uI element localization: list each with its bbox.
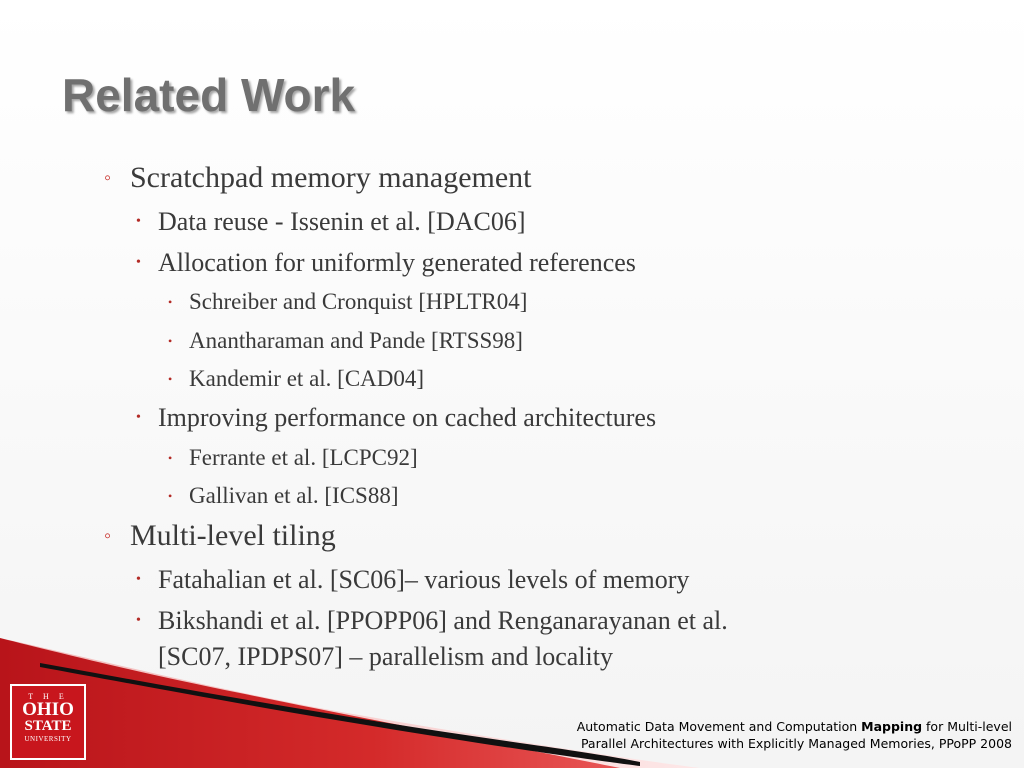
dot-bullet-icon: • xyxy=(168,451,173,465)
footer-text: Automatic Data Movement and Computation xyxy=(576,719,862,734)
bullet-level3 xyxy=(168,445,418,471)
ring-bullet-icon: ◦ xyxy=(104,525,112,547)
logo-text: STATE xyxy=(24,718,72,734)
bullet-text: Fatahalian et al. [SC06]– various levels of memory xyxy=(158,565,690,594)
slide-title: Related Work xyxy=(62,69,356,121)
bullet-text: Gallivan et al. [ICS88] xyxy=(189,483,399,508)
dot-bullet-icon: • xyxy=(136,613,141,628)
footer-citation xyxy=(577,718,1012,752)
footer-line: Parallel Architectures with Explicitly Managed Memories, PPoPP 2008 xyxy=(580,736,1012,751)
university-logo xyxy=(10,684,86,760)
dot-bullet-icon: • xyxy=(136,410,141,425)
bullet-text: Schreiber and Cronquist [HPLTR04] xyxy=(189,289,528,314)
footer-line xyxy=(577,718,1012,735)
logo-text: OHIO xyxy=(22,699,74,720)
bullet-level3 xyxy=(168,483,399,509)
dot-bullet-icon: • xyxy=(136,255,141,270)
bullet-level3 xyxy=(168,328,523,354)
bullet-text: Kandemir et al. [CAD04] xyxy=(189,366,425,391)
bullet-text: Bikshandi et al. [PPOPP06] and Renganarayanan et al. xyxy=(158,606,728,635)
logo-text: UNIVERSITY xyxy=(24,735,72,743)
bullet-level3 xyxy=(168,289,528,315)
bullet-level2 xyxy=(136,403,657,433)
footer-text: for Multi-level xyxy=(922,719,1012,734)
bullet-text: Allocation for uniformly generated references xyxy=(158,248,636,277)
bullet-level2 xyxy=(136,207,526,237)
bullet-text: Ferrante et al. [LCPC92] xyxy=(189,445,418,470)
dot-bullet-icon: • xyxy=(168,334,173,348)
bullet-text: [SC07, IPDPS07] – parallelism and locality xyxy=(158,642,613,671)
logo-text: T H E xyxy=(28,692,68,701)
bullet-level2 xyxy=(136,606,728,636)
dot-bullet-icon: • xyxy=(136,572,141,587)
dot-bullet-icon: • xyxy=(168,372,173,386)
ring-bullet-icon: ◦ xyxy=(104,167,112,189)
bullet-text: Multi-level tiling xyxy=(130,519,336,552)
dot-bullet-icon: • xyxy=(136,214,141,229)
bullet-level3 xyxy=(168,366,425,392)
bullet-level2 xyxy=(136,248,636,278)
bullet-text: Scratchpad memory management xyxy=(130,161,532,194)
dot-bullet-icon: • xyxy=(168,295,173,309)
bullet-text: Improving performance on cached architectures xyxy=(158,403,657,432)
bullet-text: Anantharaman and Pande [RTSS98] xyxy=(189,328,523,353)
bullet-level1 xyxy=(104,519,336,553)
footer-bold-text: Mapping xyxy=(861,719,923,734)
bullet-text: Data reuse - Issenin et al. [DAC06] xyxy=(158,207,526,236)
bullet-level2 xyxy=(136,565,690,595)
bullet-level1 xyxy=(104,161,532,195)
dot-bullet-icon: • xyxy=(168,489,173,503)
